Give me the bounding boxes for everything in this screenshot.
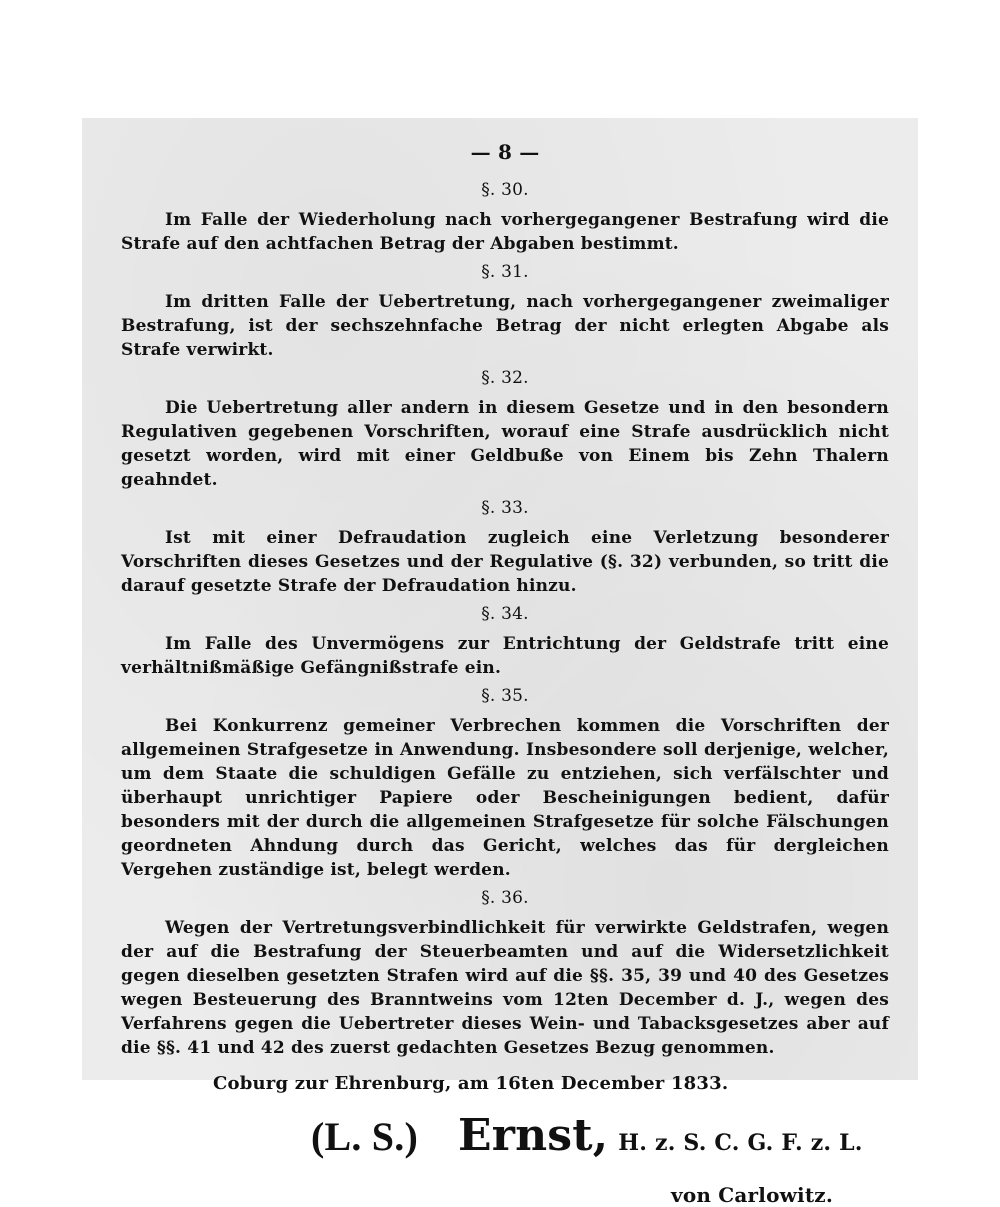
- section-text: Ist mit einer Defraudation zugleich eine Verletzung besonderer Vorschriften dieses Gesetzes und der Regulative (§. 32) verbunden, so tritt die darauf gesetzte Strafe der Defraudation hinzu.: [121, 528, 889, 596]
- section-text: Die Uebertretung aller andern in diesem Gesetze und in den besondern Regulativen gegebenen Vorschriften, worauf eine Strafe ausdrücklich nicht gesetzt worden, wird mit einer Geldbuße von Einem bis Zehn Thalern geahndet.: [121, 398, 889, 490]
- countersignature: von Carlowitz.: [671, 1183, 833, 1207]
- seal-mark: (L. S.): [311, 1114, 418, 1159]
- section-number: §. 32.: [481, 368, 529, 388]
- section-number: §. 35.: [481, 686, 529, 706]
- section-text: Im Falle der Wiederholung nach vorhergegangener Bestrafung wird die Strafe auf den achtfachen Betrag der Abgaben bestimmt.: [121, 210, 889, 254]
- section-number: §. 34.: [481, 604, 529, 624]
- section-36: [121, 886, 889, 1060]
- section-number: §. 30.: [481, 180, 529, 200]
- section-text: Bei Konkurrenz gemeiner Verbrechen kommen die Vorschriften der allgemeinen Strafgesetze in Anwendung. Insbesondere soll derjenige, welcher, um dem Staate die schuldigen Gefälle zu entziehen, sich verfälschter und überhaupt unrichtiger Papiere oder Bescheinigungen bedient, dafür besonders mit der durch die allgemeinen Strafgesetze für solche Fälschungen geordneten Ahndung durch das Gericht, welches das für dergleichen Vergehen zuständige ist, belegt werden.: [121, 716, 889, 880]
- section-number: §. 33.: [481, 498, 529, 518]
- section-33: [121, 496, 889, 598]
- section-number: §. 31.: [481, 262, 529, 282]
- signature-block: [121, 1110, 889, 1161]
- section-number: §. 36.: [481, 888, 529, 908]
- page-number: — 8 —: [470, 140, 540, 164]
- section-34: [121, 602, 889, 680]
- document-body: [121, 140, 889, 1207]
- dateline: Coburg zur Ehrenburg, am 16ten December 1833.: [213, 1073, 729, 1094]
- section-text: Wegen der Vertretungsverbindlichkeit für verwirkte Geldstrafen, wegen der auf die Bestrafung der Steuerbeamten und auf die Widersetzlichkeit gegen dieselben gesetzten Strafen wird auf die §§. 35, 39 und 40 des Gesetzes wegen Besteuerung des Branntweins vom 12ten December d. J., wegen des Verfahrens gegen die Uebertreter dieses Wein- und Tabacksgesetzes aber auf die §§. 41 und 42 des zuerst gedachten Gesetzes Bezug genommen.: [121, 918, 889, 1058]
- section-31: [121, 260, 889, 362]
- section-32: [121, 366, 889, 492]
- signatory-titles: H. z. S. C. G. F. z. L.: [618, 1130, 863, 1156]
- signatory-name: Ernst,: [457, 1110, 609, 1161]
- section-35: [121, 684, 889, 882]
- section-text: Im dritten Falle der Uebertretung, nach vorhergegangener zweimaliger Bestrafung, ist der sechszehnfache Betrag der nicht erlegten Abgabe als Strafe verwirkt.: [121, 292, 889, 360]
- section-text: Im Falle des Unvermögens zur Entrichtung der Geldstrafe tritt eine verhältnißmäßige Gefängnißstrafe ein.: [121, 634, 889, 678]
- section-30: [121, 178, 889, 256]
